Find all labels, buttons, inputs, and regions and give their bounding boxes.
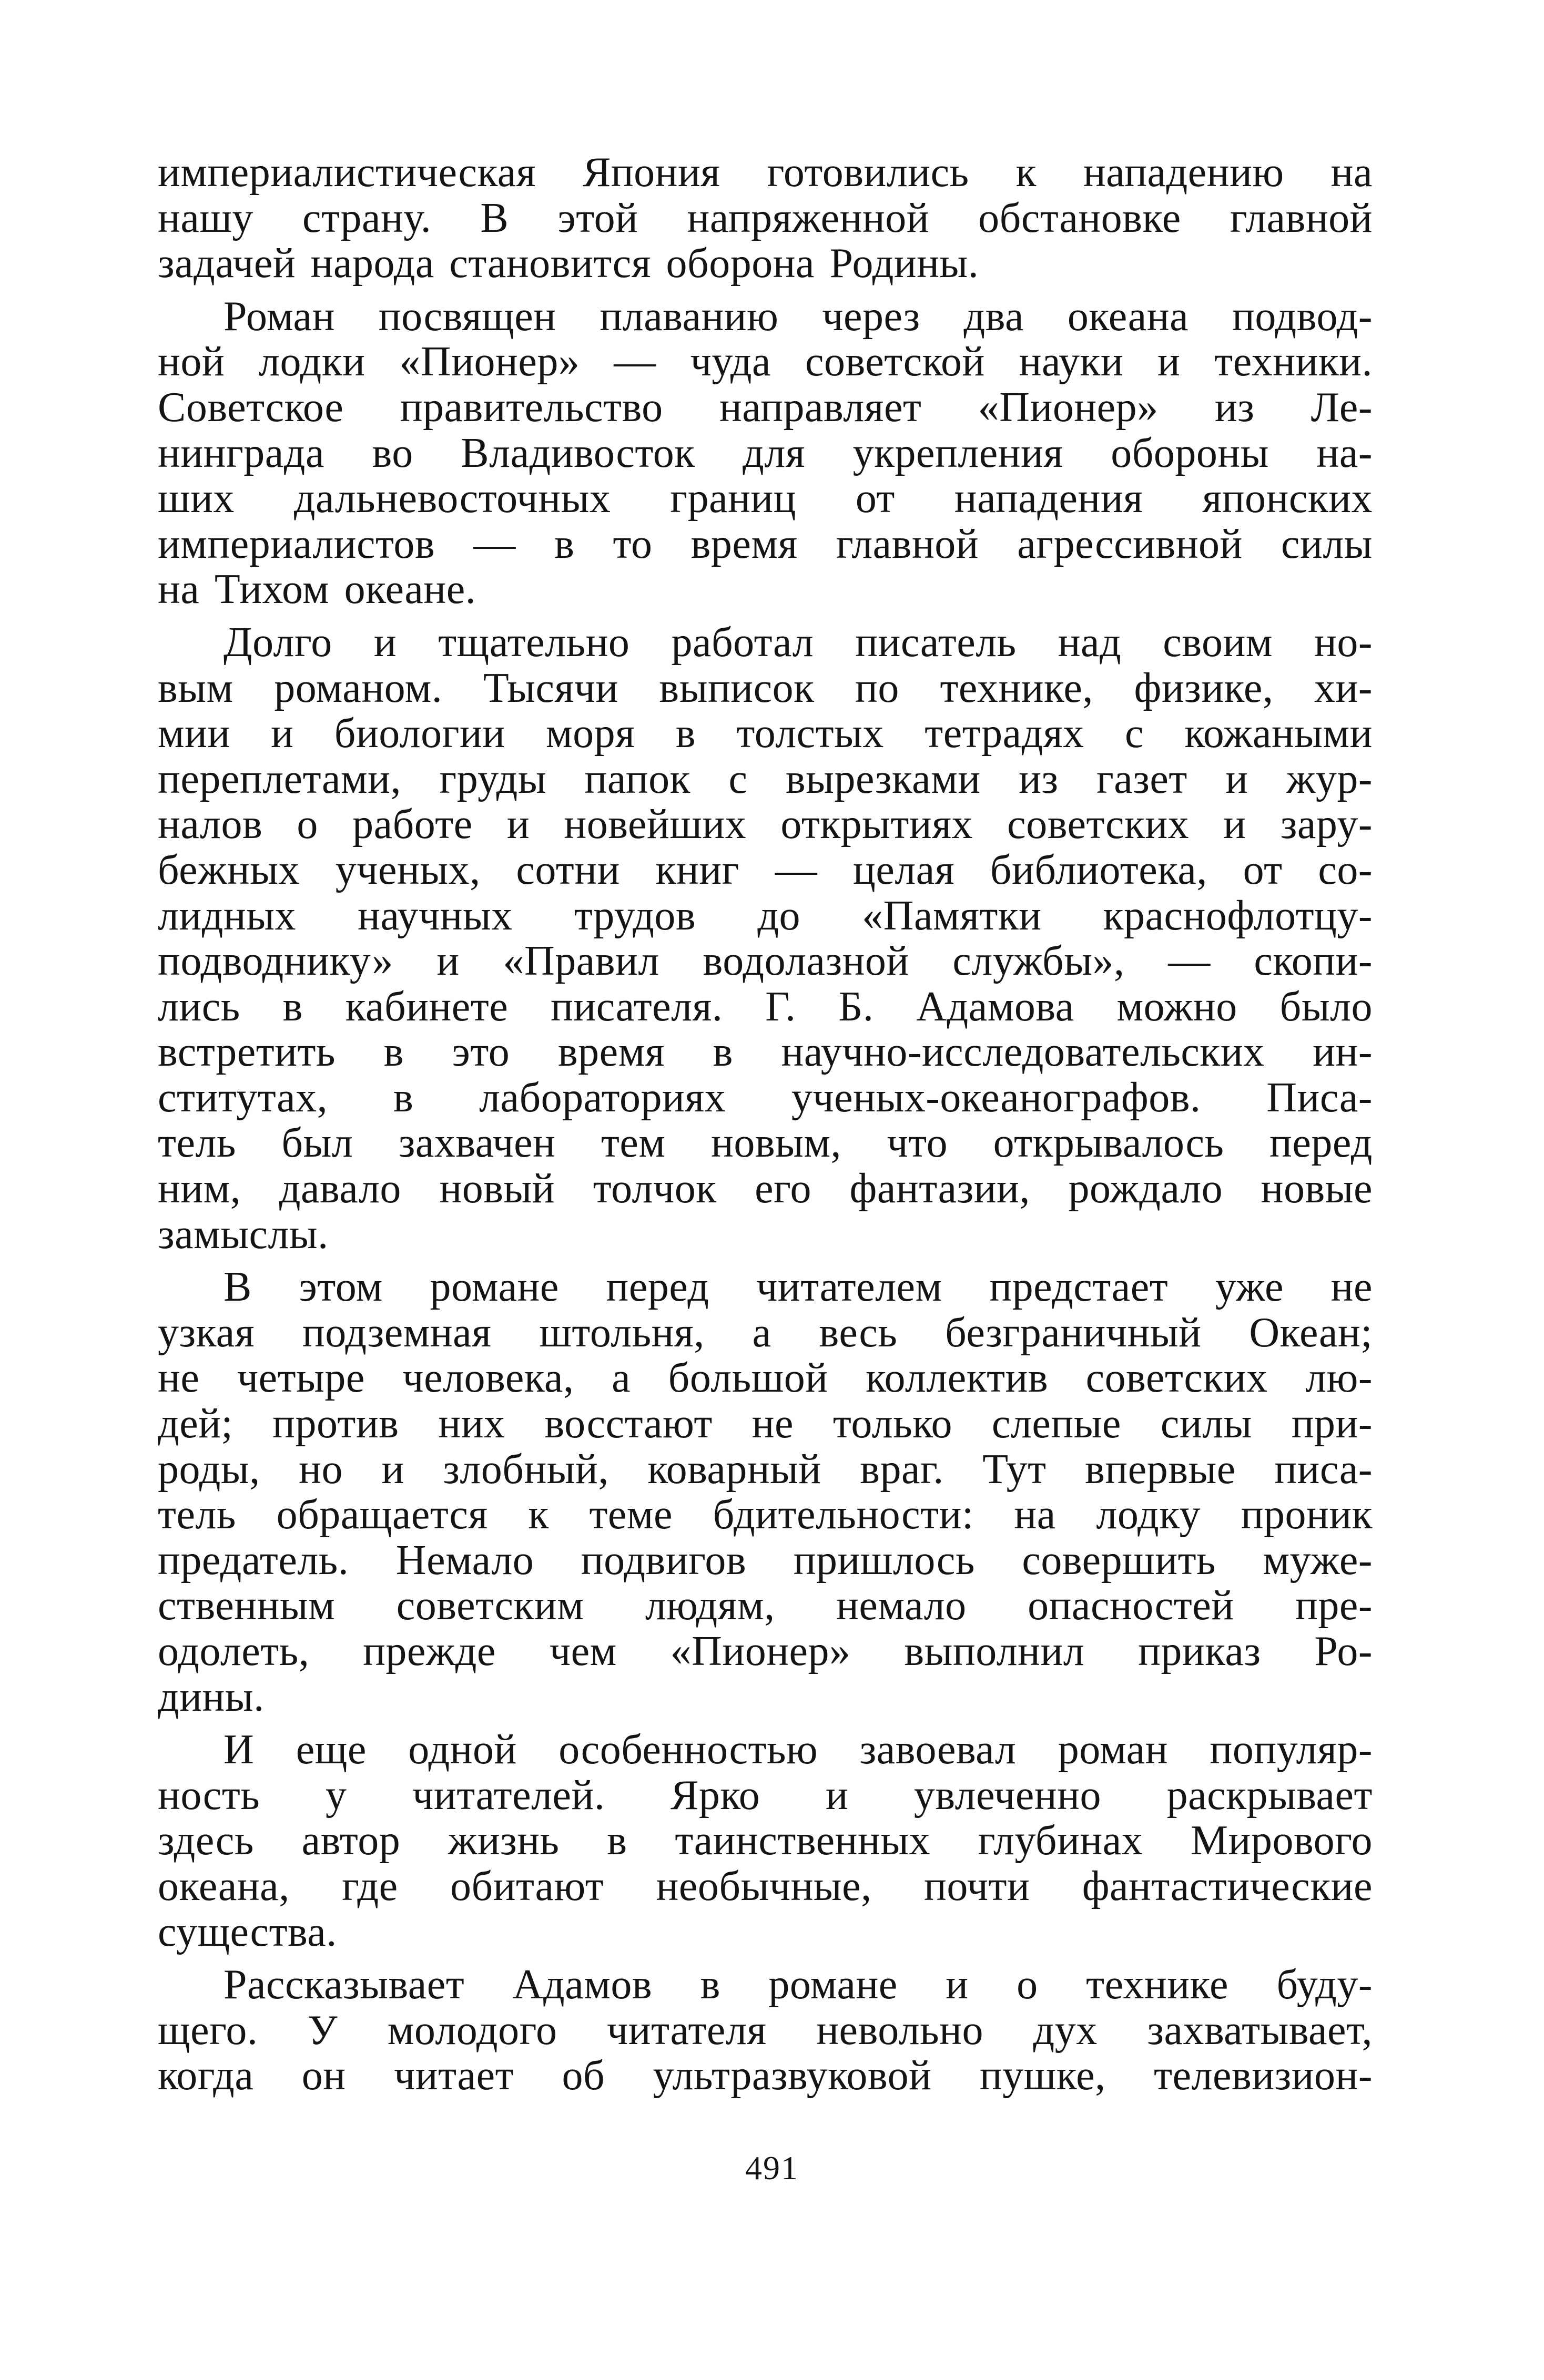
paragraph (158, 1264, 1373, 1720)
text-line: не четыре человека, а большой коллектив советских лю- (158, 1355, 1373, 1402)
text-line: предатель. Немало подвигов пришлось совершить муже- (158, 1537, 1373, 1584)
text-line: щего. У молодого читателя невольно дух захватывает, (158, 2007, 1373, 2054)
text-line: нашу страну. В этой напряженной обстановке главной (158, 195, 1373, 241)
text-line: здесь автор жизнь в таинственных глубинах Мирового (158, 1817, 1373, 1864)
text-line: подводнику» и «Правил водолазной службы», — скопи- (158, 938, 1373, 985)
text-line: тель был захвачен тем новым, что открывалось перед (158, 1120, 1373, 1167)
text-line: лись в кабинете писателя. Г. Б. Адамова можно было (158, 983, 1373, 1030)
text-line: лидных научных трудов до «Памятки краснофлотцу- (158, 892, 1373, 939)
text-line: бежных ученых, сотни книг — целая библиотека, от со- (158, 846, 1373, 893)
text-line: переплетами, груды папок с вырезками из газет и жур- (158, 755, 1373, 802)
text-line: мии и биологии моря в толстых тетрадях с кожаными (158, 710, 1373, 757)
text-line: тель обращается к теме бдительности: на лодку проник (158, 1492, 1373, 1538)
text-line: И еще одной особенностью завоевал роман популяр- (224, 1727, 1373, 1773)
text-line: империалистическая Япония готовились к нападению на (158, 149, 1373, 196)
paragraph (158, 1727, 1373, 1955)
text-line: вым романом. Тысячи выписок по технике, физике, хи- (158, 665, 1373, 711)
text-line: нинграда во Владивосток для укрепления обороны на- (158, 430, 1373, 476)
text-line: одолеть, прежде чем «Пионер» выполнил приказ Ро- (158, 1628, 1373, 1674)
text-line: узкая подземная штольня, а весь безграничный Океан; (158, 1309, 1373, 1356)
text-line: встретить в это время в научно-исследовательских ин- (158, 1029, 1373, 1076)
text-line: когда он читает об ультразвуковой пушке, телевизион- (158, 2052, 1373, 2099)
text-line: роды, но и злобный, коварный враг. Тут впервые писа- (158, 1446, 1373, 1493)
text-line: дины. (158, 1673, 265, 1720)
text-line: океана, где обитают необычные, почти фантастические (158, 1863, 1373, 1909)
text-line: ственным советским людям, немало опасностей пре- (158, 1582, 1373, 1629)
text-line: ним, давало новый толчок его фантазии, рождало новые (158, 1166, 1373, 1212)
text-line: империалистов — в то время главной агрессивной силы (158, 520, 1373, 567)
text-line: Роман посвящен плаванию через два океана подвод- (224, 293, 1373, 340)
text-line: на Тихом океане. (158, 566, 476, 613)
paragraph (158, 294, 1373, 612)
text-line: ших дальневосточных границ от нападения японских (158, 475, 1373, 522)
text-line: налов о работе и новейших открытиях советских и зару- (158, 801, 1373, 848)
paragraph (158, 1962, 1373, 2099)
text-line: ститутах, в лабораториях ученых-океанографов. Писа- (158, 1074, 1373, 1121)
text-line: Советское правительство направляет «Пионер» из Ле- (158, 384, 1373, 431)
page-number: 491 (745, 2149, 799, 2187)
text-line: ность у читателей. Ярко и увлеченно раскрывает (158, 1772, 1373, 1819)
page-body (158, 150, 1373, 2099)
text-line: ной лодки «Пионер» — чуда советской науки и техники. (158, 339, 1373, 385)
text-line: задачей народа становится оборона Родины. (158, 240, 979, 287)
text-line: В этом романе перед читателем предстает уже не (224, 1264, 1373, 1311)
text-line: существа. (158, 1908, 337, 1955)
paragraph (158, 150, 1373, 287)
text-line: Рассказывает Адамов в романе и о технике буду- (224, 1962, 1373, 2008)
paragraph (158, 620, 1373, 1257)
text-line: Долго и тщательно работал писатель над своим но- (224, 619, 1373, 666)
text-line: замыслы. (158, 1211, 329, 1258)
text-line: дей; против них восстают не только слепые силы при- (158, 1401, 1373, 1447)
